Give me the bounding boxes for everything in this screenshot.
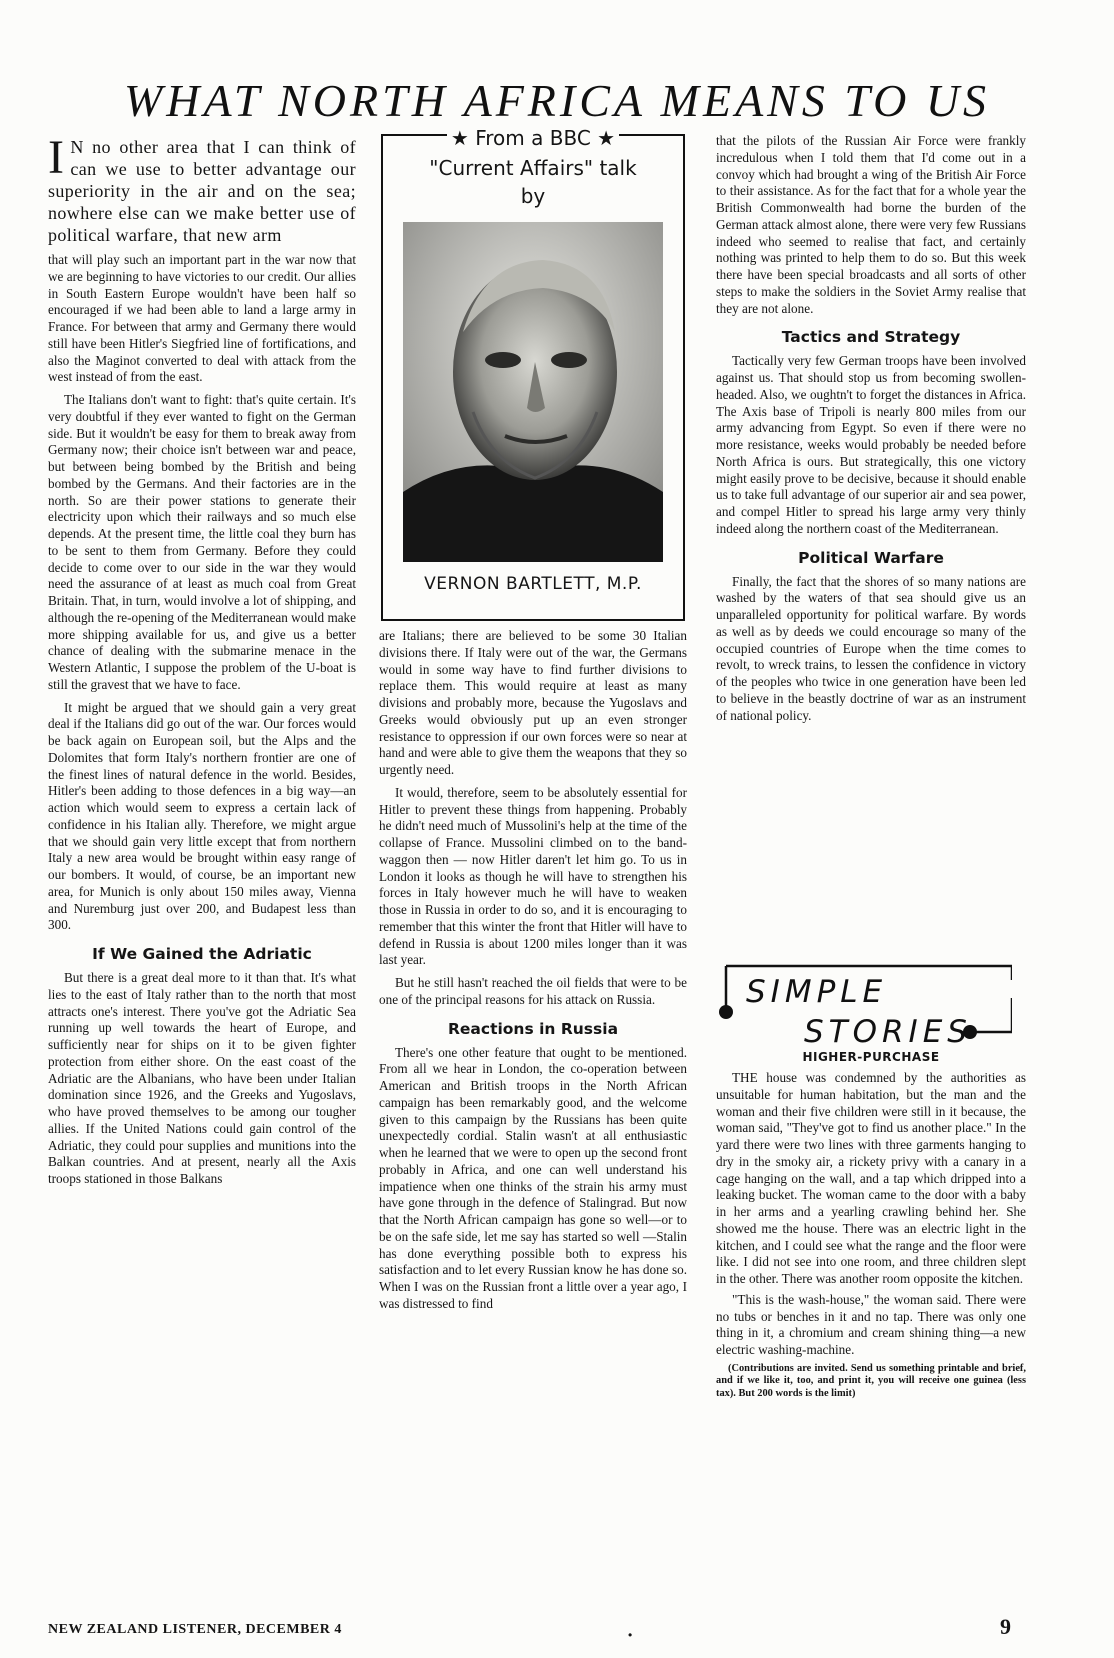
box-heading-line2: "Current Affairs" talk [429, 156, 637, 180]
paragraph: It might be argued that we should gain a very great deal if the Italians did go out of the war. Our forces would be back again on European soil, but the Alps and the Dolomites that form Italy's northern frontier are one of the finest lines of natural defence in the world. Besides, Hitler's been adding to those defences in a big way—an action which would seem to express a certain lack of confidence in his Italian ally. Therefore, we might argue that we should gain very little except that from northern Italy a new area would be brought within easy range of our bombers. It would, of course, be an important new area, for Munich is only about 150 miles away, Vienna and Nuremburg just over 200, and Budapest less than 300. [48, 699, 356, 933]
column-3 [716, 133, 1026, 730]
portrait-photo [403, 222, 663, 562]
star-icon: ★ [597, 126, 616, 150]
column-1 [48, 131, 356, 1194]
story-body [716, 1070, 1026, 1404]
publication-footer: NEW ZEALAND LISTENER, DECEMBER 4 [48, 1622, 342, 1637]
box-heading-line1 [383, 124, 683, 152]
bbc-talk-box [381, 126, 685, 621]
paragraph: that the pilots of the Russian Air Force were frankly incredulous when I told them that I'd come out in a convoy which had brought a wing of the British Air Force to their assistance. As for the fact that for a whole year the British Commonwealth had borne the burden of the German attack almost alone, there were very few Russians indeed who seemed to realise that fact, and certainly nothing was printed to help them to do so. But this week there have been special broadcasts and all sorts of other steps to make the soldiers in the Soviet Army realise that they are not alone. [716, 133, 1026, 316]
paragraph: Tactically very few German troops have been involved against us. That should stop us from becoming swollen-headed. Also, we oughtn't to forget the distances in Africa. The Axis base of Tripoli is nearly 800 miles from our army advancing from Egypt. So even if there were no more resistance, weeks would probably be needed before North Africa is ours. But strategically, this one victory might easily prove to be decisive, because it should enable us to take full advantage of our superior air and sea power, and compel Hitler to spread his large army very thinly indeed along the northern coast of the Mediterranean. [716, 353, 1026, 536]
subheading: If We Gained the Adriatic [92, 945, 312, 963]
paragraph: that will play such an important part in the war now that we are beginning to have victories to our credit. Our allies in South Eastern Europe wouldn't have been half so encouraged if we had been able to land a large army in France. For between that army and Germany there would still have been Hitler's Siegfried line of fortifications, and also the Maginot converted to deal with attack from the west instead of from the east. [48, 252, 356, 385]
page-number: 9 [1000, 1614, 1011, 1639]
paragraph: "This is the wash-house," the woman said. There were no tubs or benches in it and no tap. There was only one thing in it, a chromium and cream shining thing—a new electric washing-machine. [716, 1291, 1026, 1357]
star-icon: ★ [450, 126, 469, 150]
portrait-caption: VERNON BARTLETT, M.P. [424, 574, 642, 594]
contributions-note: (Contributions are invited. Send us something printable and brief, and if we like it, too, and print it, you will receive one guinea (less tax). But 200 words is the limit) [716, 1362, 1026, 1399]
footer-mark: • [628, 1628, 633, 1642]
portrait-illustration [403, 222, 663, 562]
subheading: Tactics and Strategy [781, 328, 961, 347]
paragraph: The Italians don't want to fight: that's quite certain. It's very doubtful if they ever wanted to fight on the German side. But it wouldn't be easy for them to break away from Germany now; their choice isn't between war and peace, but between being bombed by the British and being bombed by the Germans. And their factories are in the north. So are their power stations to generate their electricity upon which their railways and so much else depends. At the present time, the little coal they burn has to be sent to them from Germany. Before they could decide to come over to our side in the war they would need the assurance of at least as much coal from Great Britain. That, in turn, would involve a lot of shipping, and although the re-opening of the Mediterranean would make more shipping available for us, and give us a better chance of dealing with the submarine menace in the Western Atlantic, I suppose the problem of the U-boat is still the gravest that we have to face. [48, 392, 356, 692]
box-heading-text: From a BBC [475, 126, 591, 150]
banner-word-simple: SIMPLE [746, 974, 888, 1010]
paragraph: But he still hasn't reached the oil fields that were to be one of the principal reasons for his attack on Russia. [379, 975, 687, 1007]
drop-cap: I [48, 131, 65, 184]
simple-stories-banner [716, 958, 1012, 1048]
paragraph: It would, therefore, seem to be absolutely essential for Hitler to prevent these things from happening. Probably he didn't need much of Mussolini's help at the time of the collapse of France. Mussolini climbed on to the band-waggon then — now Hitler daren't let him go. To us in London it looks as though he will have to strengthen his forces in Italy however much he will have to weaken those in Russia in order to do so, and it is encouraging to remember that this winter the front that Hitler will have to defend in Russia is about 1200 miles longer than it was last year. [379, 784, 687, 968]
lead-paragraph [48, 131, 356, 246]
headline: WHAT NORTH AFRICA MEANS TO US [123, 75, 991, 126]
subheading: Political Warfare [798, 548, 944, 567]
banner-word-stories: STORIES [804, 1014, 972, 1050]
lead-text: N no other area that I can think of can we use to better advantage our superiority in the air and on the sea; nowhere else can we make better use of political warfare, that new arm [48, 137, 356, 245]
column-2 [379, 628, 687, 1319]
paragraph: THE house was condemned by the authorities as unsuitable for human habitation, but the man and the woman and their five children were still in it because, the woman said, "They've got to find us another place." In the yard there were two lines with three garments hanging to dry in the smoky air, a rickety privy with a canary in a cage hanging on the wall, and a tap which dripped into a leaking bucket. The woman came to the door with a baby in her arms and a yearling crawling behind her. She showed me the house. There was an electric light in the kitchen, and I could see what the range and the floor were like. I did not see into one room, and three children slept in the other. There was another room opposite the kitchen. [716, 1070, 1026, 1286]
paragraph: But there is a great deal more to it than that. It's what lies to the east of Italy rather than to the north that most attracts one's interest. There you've got the Adriatic Sea running up well towards the heart of Europe, and sufficiently near for ships on it to be given fighter protection from either shore. On the east coast of the Adriatic are the Albanians, who have been under Italian domination since 1926, and the Greeks and Yugoslavs, who have proved themselves to be among our tougher allies. If the United Nations could gain control of the Adriatic, they could pour supplies and munitions into the Balkan countries. And at present, nearly all the Axis troops stationed in those Balkans [48, 970, 356, 1186]
paragraph: are Italians; there are believed to be some 30 Italian divisions there. If Italy were out of the war, the Germans would in some way have to find further divisions to replace them. This would require at least as many divisions and probably more, because the Yugoslavs and Greeks would obviously put up an even stronger resistance to oppression if our own forces were so near at hand and were able to give them the weapons that they so urgently need. [379, 628, 687, 777]
story-title: HIGHER-PURCHASE [802, 1050, 940, 1064]
paragraph: There's one other feature that ought to be mentioned. From all we hear in London, the co-operation between American and British troops in the North African campaign has been remarkably good, and the welcome given to this campaign by the Russians has been quite unexpectedly cordial. Stalin wasn't at all enthusiastic when he learned that we were to open up the second front probably in Africa, and one can well understand his impatience when one thinks of the strain his army must have gone through in the defence of Stalingrad. But now that the North African campaign has gone so well—or to be on the safe side, let me say has started so well —Stalin has done everything possible both to express his satisfaction and to let every Russian know he has done so. When I was on the Russian front a little over a year ago, I was distressed to find [379, 1044, 687, 1311]
subheading: Reactions in Russia [447, 1019, 619, 1038]
box-heading-line3: by [520, 184, 546, 208]
paragraph: Finally, the fact that the shores of so many nations are washed by the waters of that sea should give us an unparalleled opportunity for political warfare. By words as well as by deeds we could encourage so many of the occupied countries of Europe when the time comes to revolt, to wreck trains, to lessen the confidence in victory of the peoples who twice in one generation have been led to believe in the beastly doctrine of war as an instrument of national policy. [716, 573, 1026, 723]
